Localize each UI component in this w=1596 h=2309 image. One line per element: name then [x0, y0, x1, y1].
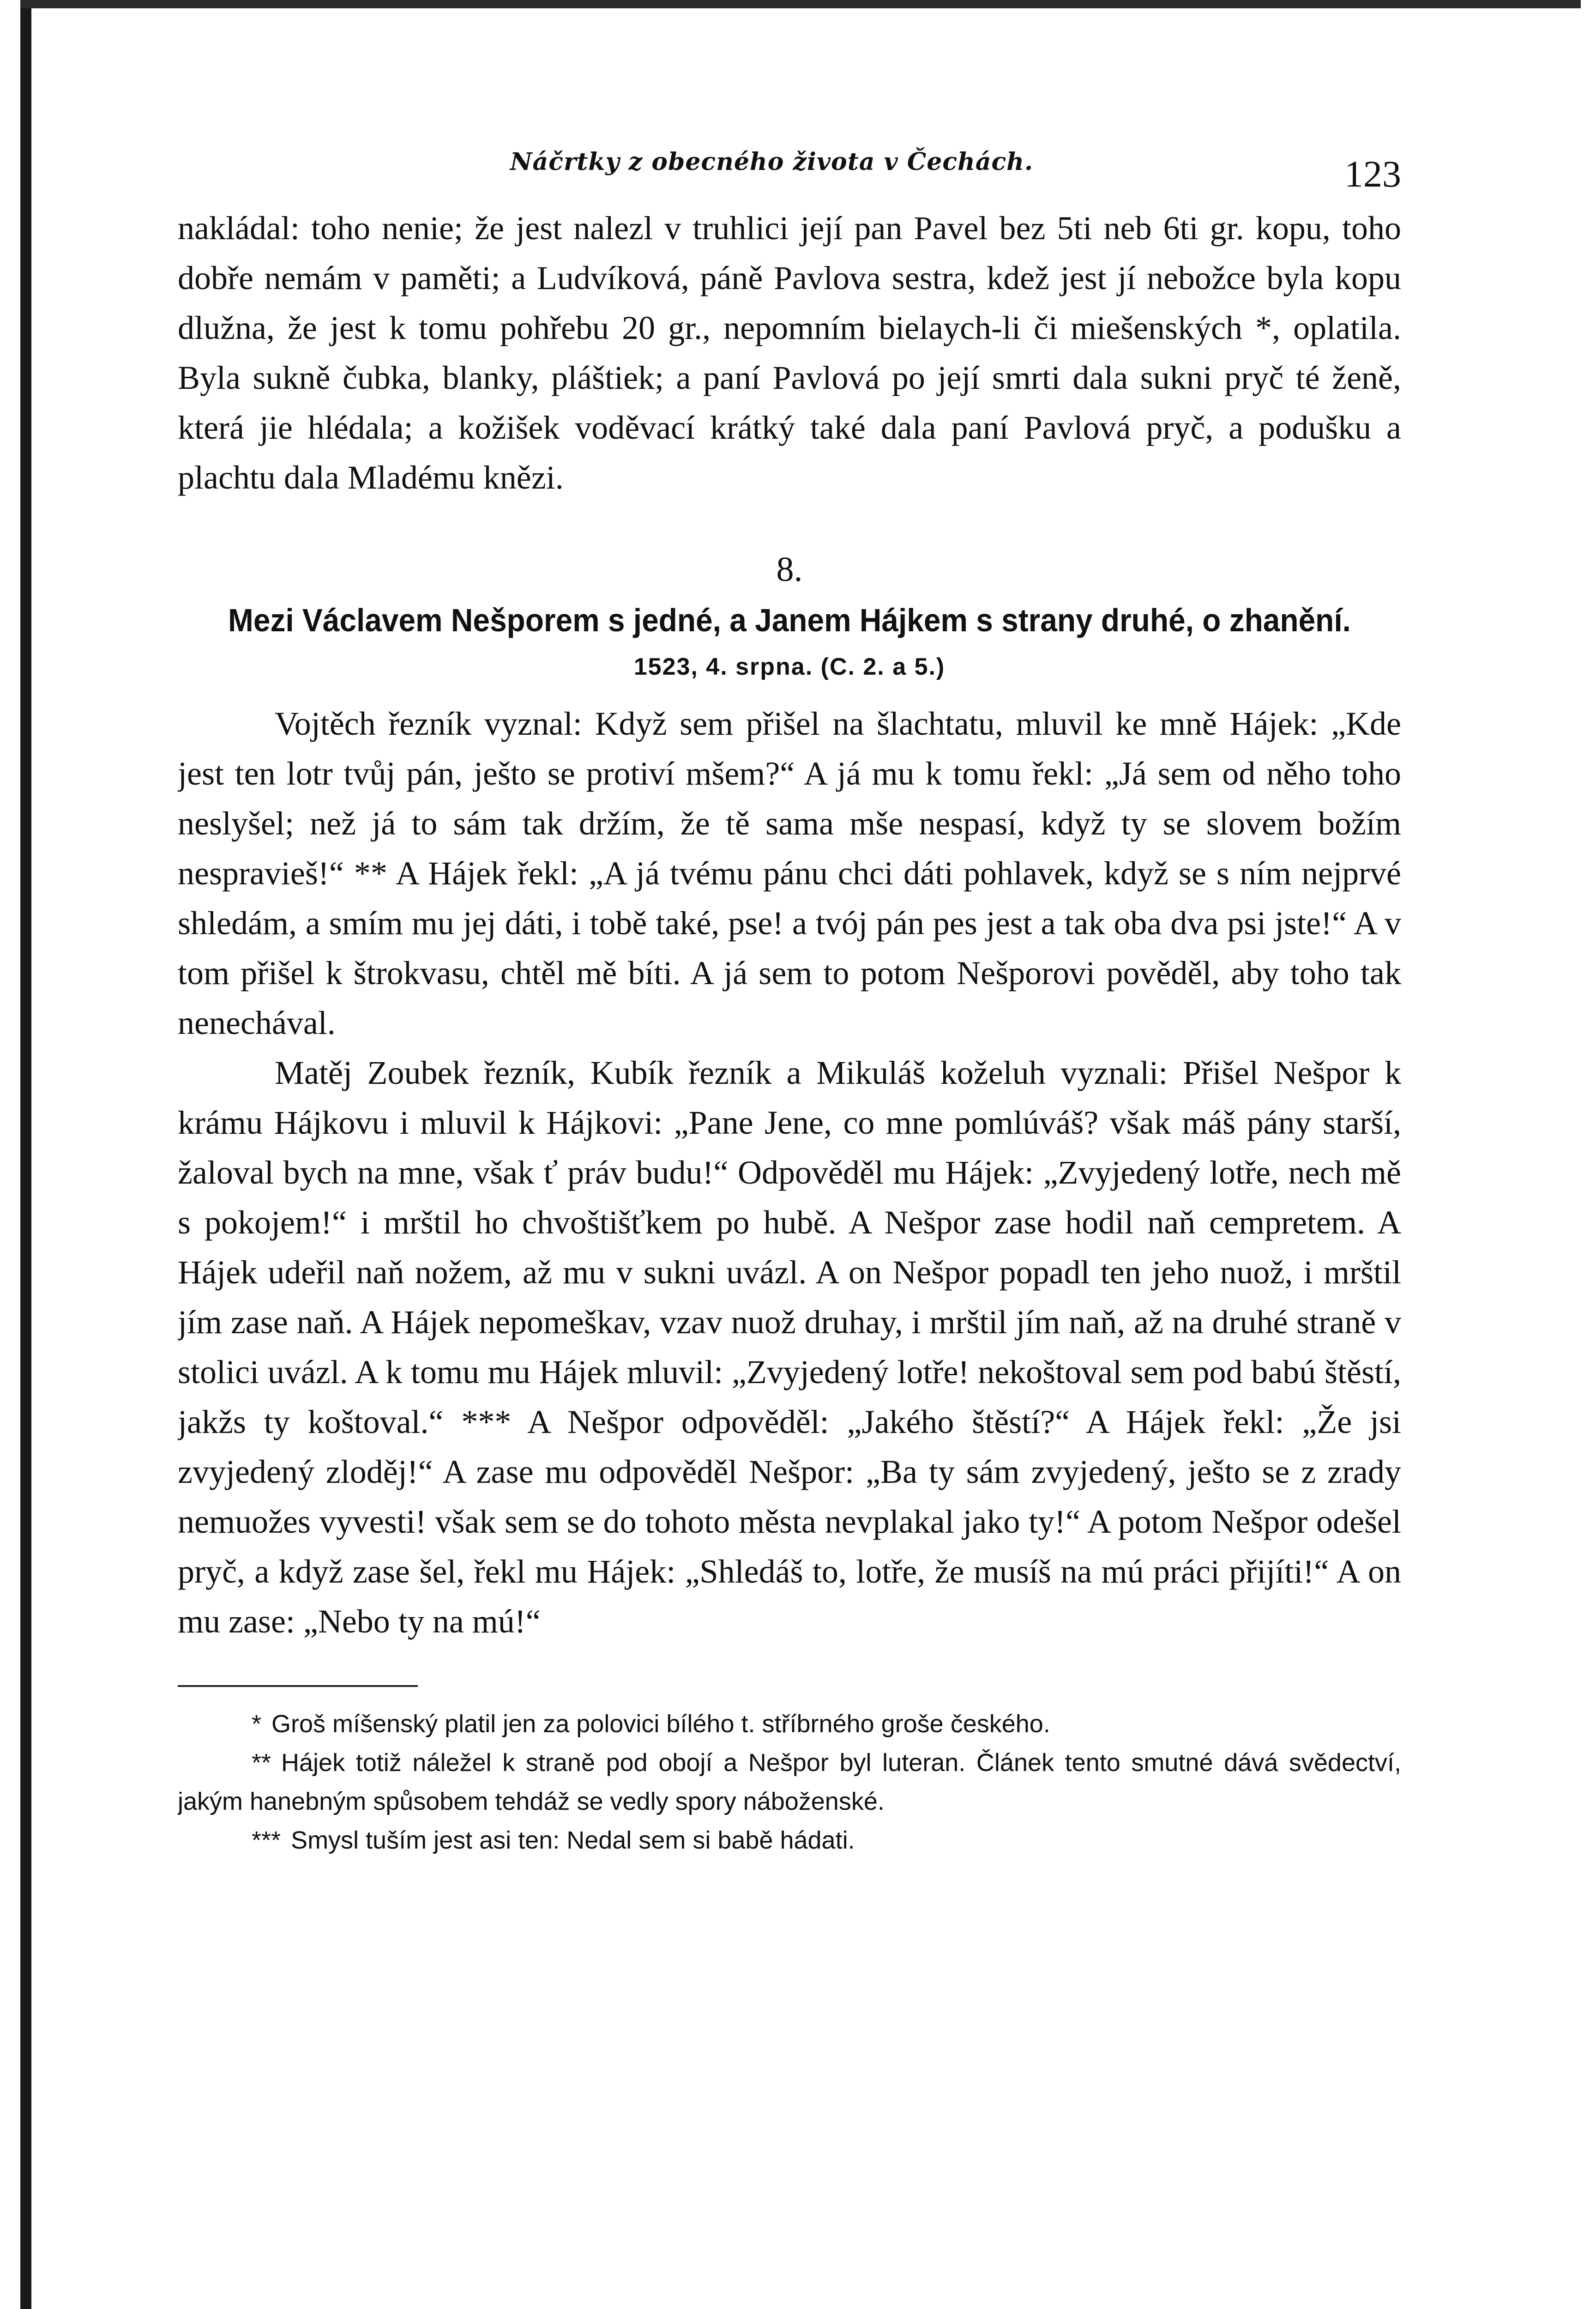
- footnote-mark: ***: [252, 1826, 281, 1854]
- footnote-text: Smysl tuším jest asi ten: Nedal sem si babě hádati.: [291, 1826, 855, 1854]
- footnote-mark: *: [252, 1710, 262, 1738]
- footnote: [178, 1705, 1401, 1743]
- footnote-mark: **: [252, 1749, 271, 1777]
- footnote: [178, 1821, 1401, 1860]
- page-header: [178, 139, 1401, 203]
- paragraph-vojtech: Vojtěch řezník vyznal: Když sem přišel na šlachtatu, mluvil ke mně Hájek: „Kde jest ten lotr tvůj pán, ješto se protiví mšem?“ A já mu k tomu řekl: „Já sem od něho toho neslyšel; než já to sám tak držím, že tě sama mše nespasí, když ty se slovem božím nespravieš!“ ** A Hájek řekl: „A já tvému pánu chci dáti pohlavek, když se s ním nejprvé shledám, a smím mu jej dáti, i tobě také, pse! a tvój pán pes jest a tak oba dva psi jste!“ A v tom přišel k štrokvasu, chtěl mě bíti. A já sem to potom Nešporovi pověděl, aby toho tak nenechával.: [178, 705, 1401, 1041]
- book-page: [178, 139, 1401, 2309]
- continuation-paragraph: nakládal: toho nenie; že jest nalezl v truhlici její pan Pavel bez 5ti neb 6ti gr. kopu, toho dobře nemám v paměti; a Ludvíková, páně Pavlova sestra, kdež jest jí nebožce byla kopu dlužna, že jest k tomu pohřebu 20 gr., nepomním bielaych-li či miešenských *, oplatila. Byla sukně čubka, blanky, pláštiek; a paní Pavlová po její smrti dala sukni pryč té ženě, která jie hlédala; a kožišek voděvací krátký také dala paní Pavlová pryč, a podušku a plachtu dala Mladému knězi.: [178, 210, 1401, 496]
- section-number: 8.: [776, 550, 803, 589]
- page-number: 123: [1344, 153, 1401, 195]
- section-date: 1523, 4. srpna. (C. 2. a 5.): [633, 653, 946, 680]
- footnote-text: Hájek totiž náležel k straně pod obojí a Nešpor byl luteran. Článek tento smutné dává svědectví, jakým hanebným spůsobem tehdáž se vedly spory náboženské.: [178, 1749, 1401, 1815]
- section-title: Mezi Václavem Nešporem s jedné, a Janem Hájkem s strany druhé, o zhanění.: [228, 602, 1351, 638]
- scan-border-left: [20, 0, 31, 2309]
- paragraph-matej: Matěj Zoubek řezník, Kubík řezník a Mikuláš koželuh vyznali: Přišel Nešpor k krámu Hájkovu i mluvil k Hájkovi: „Pane Jene, co mne pomlúváš? však máš pány starší, žaloval bych na mne, však ť práv budu!“ Odpověděl mu Hájek: „Zvyjedený lotře, nech mě s pokojem!“ i mrštil ho chvoštišťkem po hubě. A Nešpor zase hodil naň cempretem. A Hájek udeřil naň nožem, až mu v sukni uvázl. A on Nešpor popadl ten jeho nuož, i mrštil jím zase naň. A Hájek nepomeškav, vzav nuož druhay, i mrštil jím naň, až na druhé straně v stolici uvázl. A k tomu mu Hájek mluvil: „Zvyjedený lotře! nekoštoval sem pod babú štěstí, jakžs ty koštoval.“ *** A Nešpor odpověděl: „Jakého štěstí?“ A Hájek řekl: „Že jsi zvyjedený zloděj!“ A zase mu odpověděl Nešpor: „Ba ty sám zvyjedený, ješto se z zrady nemuožes vyvesti! však sem se do tohoto města nevplakal jako ty!“ A potom Nešpor odešel pryč, a když zase šel, řekl mu Hájek: „Shledáš to, lotře, že musíš na mú práci přijíti!“ A on mu zase: „Nebo ty na mú!“: [178, 1054, 1401, 1640]
- footnotes: [178, 1705, 1401, 1860]
- scan-border-top: [20, 0, 1581, 8]
- footnote-rule: [178, 1685, 418, 1687]
- footnote-text: Groš míšenský platil jen za polovici bílého t. stříbrného groše českého.: [271, 1710, 1050, 1738]
- footnote: [178, 1743, 1401, 1821]
- running-title: Náčrtky z obecného života v Čechách.: [510, 148, 1034, 176]
